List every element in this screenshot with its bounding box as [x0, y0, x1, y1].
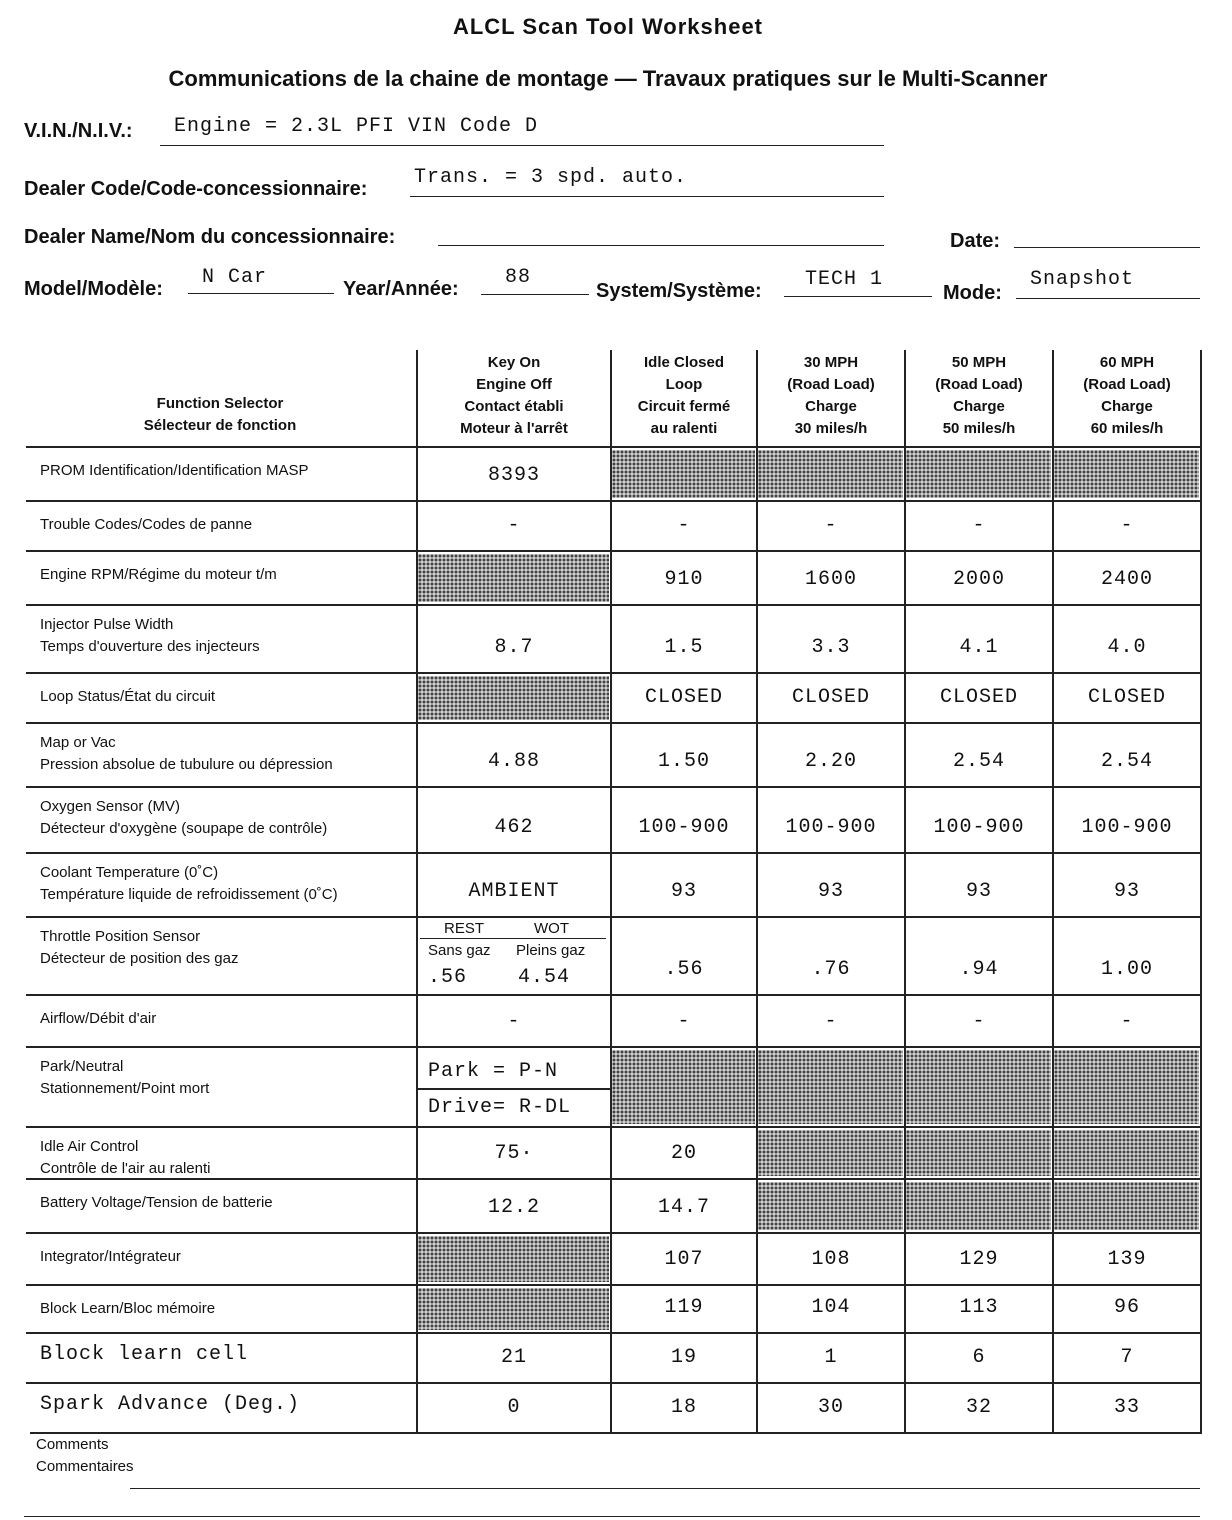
column-header-line: 60 MPH [1099, 354, 1155, 371]
row-label-line: Spark Advance (Deg.) [40, 1393, 301, 1416]
cell-value[interactable]: 100-900 [1081, 816, 1173, 839]
cell-value[interactable]: 7 [1120, 1346, 1134, 1369]
cell-value[interactable]: - [677, 1010, 691, 1033]
column-header-line: Charge [1101, 398, 1153, 415]
cell-value[interactable]: 4.88 [487, 750, 540, 773]
column-header-line: (Road Load) [787, 376, 875, 393]
cell-value[interactable]: - [507, 514, 521, 537]
column-header-line: Loop [665, 376, 703, 393]
mode-label: Mode: [943, 282, 1002, 304]
cell-value[interactable]: 33 [1113, 1396, 1140, 1419]
shaded-cell [612, 450, 755, 498]
row-label-line: Détecteur de position des gaz [40, 950, 239, 967]
shaded-cell [418, 554, 609, 602]
row-label-line: Park/Neutral [40, 1058, 124, 1075]
row-divider [26, 722, 1202, 724]
cell-value[interactable]: 8393 [487, 464, 540, 487]
cell-value[interactable]: 139 [1107, 1248, 1147, 1271]
column-header-line: (Road Load) [1083, 376, 1171, 393]
column-header-line: Key On [487, 354, 541, 371]
dealer-code-label: Dealer Code/Code-concessionnaire: [24, 178, 368, 200]
vin-value[interactable]: Engine = 2.3L PFI VIN Code D [174, 115, 539, 138]
cell-value[interactable]: - [1120, 514, 1134, 537]
cell-value[interactable]: 20 [670, 1142, 697, 1165]
model-label: Model/Modèle: [24, 278, 163, 300]
row-label [40, 1008, 412, 1030]
cell-value[interactable]: 1.00 [1100, 958, 1153, 981]
column-header-line: 50 miles/h [942, 420, 1016, 437]
shaded-cell [758, 1130, 903, 1176]
cell-value[interactable]: 108 [811, 1248, 851, 1271]
row-label [40, 614, 412, 658]
row-divider [26, 604, 1202, 606]
function-selector-header [30, 393, 410, 437]
row-label-line: Oxygen Sensor (MV) [40, 798, 181, 815]
row-label-line: Airflow/Débit d'air [40, 1010, 157, 1027]
cell-value[interactable]: 1.5 [664, 636, 704, 659]
cell-value[interactable]: 93 [817, 880, 844, 903]
park-drive-divider [418, 1088, 610, 1090]
column-header-line: Charge [805, 398, 857, 415]
row-divider [26, 1126, 1202, 1128]
row-divider [26, 446, 1202, 448]
model-value[interactable]: N Car [202, 266, 268, 289]
cell-value[interactable]: 4.1 [959, 636, 999, 659]
cell-value[interactable]: 75· [494, 1142, 534, 1165]
shaded-cell [906, 1182, 1051, 1230]
cell-value[interactable]: AMBIENT [468, 880, 560, 903]
cell-value[interactable]: 129 [959, 1248, 999, 1271]
cell-value[interactable]: 104 [811, 1296, 851, 1319]
dealer-code-value[interactable]: Trans. = 3 spd. auto. [414, 166, 688, 189]
shaded-cell [1054, 450, 1199, 498]
shaded-cell [1054, 1182, 1199, 1230]
column-header [1054, 352, 1200, 440]
row-label [40, 1056, 412, 1100]
row-divider [26, 500, 1202, 502]
row-divider [26, 1284, 1202, 1286]
row-label [40, 1192, 412, 1214]
row-label [40, 796, 412, 840]
shaded-cell [906, 1050, 1051, 1124]
column-header-line: Moteur à l'arrêt [460, 420, 568, 437]
row-label-line: Block learn cell [40, 1343, 249, 1366]
row-divider [26, 550, 1202, 552]
tps-rest-sub: Sans gaz [428, 942, 491, 959]
cell-value[interactable]: 2.54 [952, 750, 1005, 773]
row-divider [26, 1382, 1202, 1384]
tps-wot-sub: Pleins gaz [516, 942, 586, 959]
cell-value[interactable]: - [507, 1010, 521, 1033]
cell-value[interactable]: 462 [494, 816, 534, 839]
row-divider [26, 1232, 1202, 1234]
cell-value[interactable]: - [972, 514, 986, 537]
cell-value[interactable]: 6 [972, 1346, 986, 1369]
cell-value[interactable]: 2000 [952, 568, 1005, 591]
row-label [40, 1394, 412, 1416]
row-divider [26, 786, 1202, 788]
cell-value[interactable]: 2.20 [804, 750, 857, 773]
cell-value[interactable]: 93 [965, 880, 992, 903]
shaded-cell [612, 1050, 755, 1124]
park-value[interactable]: Park = P-N [428, 1060, 559, 1083]
row-label [40, 564, 412, 586]
tps-divider [420, 938, 606, 939]
shaded-cell [758, 1182, 903, 1230]
cell-value[interactable]: 12.2 [487, 1196, 540, 1219]
cell-value[interactable]: CLOSED [1087, 686, 1166, 709]
row-label-line: PROM Identification/Identification MASP [40, 462, 309, 479]
cell-value[interactable]: 100-900 [785, 816, 877, 839]
column-header-line: 50 MPH [951, 354, 1007, 371]
row-label-line: Coolant Temperature (0˚C) [40, 864, 219, 881]
column-header-line: (Road Load) [935, 376, 1023, 393]
row-label-line: Integrator/Intégrateur [40, 1248, 181, 1265]
cell-value[interactable]: 119 [664, 1296, 704, 1319]
cell-value[interactable]: - [1120, 1010, 1134, 1033]
comments-label-fr: Commentaires [36, 1458, 134, 1475]
cell-value[interactable]: 100-900 [933, 816, 1025, 839]
comments-label-en: Comments [36, 1436, 109, 1453]
cell-value[interactable]: - [824, 514, 838, 537]
cell-value[interactable]: 21 [500, 1346, 527, 1369]
mode-value[interactable]: Snapshot [1030, 268, 1135, 291]
column-header-line: Engine Off [476, 376, 552, 393]
cell-value[interactable]: 910 [664, 568, 704, 591]
cell-value[interactable]: CLOSED [644, 686, 723, 709]
function-selector-header-line: Function Selector [156, 395, 284, 412]
shaded-cell [758, 450, 903, 498]
tps-wot-label: WOT [534, 920, 569, 937]
column-header [906, 352, 1052, 440]
cell-value[interactable]: 8.7 [494, 636, 534, 659]
row-label-line: Détecteur d'oxygène (soupape de contrôle) [40, 820, 328, 837]
function-selector-header-line: Sélecteur de fonction [143, 417, 297, 434]
cell-value[interactable]: 19 [670, 1346, 697, 1369]
row-label-line: Map or Vac [40, 734, 116, 751]
row-divider [26, 994, 1202, 996]
shaded-cell [418, 1288, 609, 1330]
drive-value[interactable]: Drive= R-DL [428, 1096, 572, 1119]
tps-rest-label: REST [444, 920, 485, 937]
row-label [40, 926, 412, 970]
cell-value[interactable]: 2400 [1100, 568, 1153, 591]
shaded-cell [758, 1050, 903, 1124]
column-header [612, 352, 756, 440]
tps-wot-value[interactable]: 4.54 [518, 966, 571, 989]
date-label: Date: [950, 230, 1001, 252]
row-label [40, 686, 412, 708]
row-label-line: Pression absolue de tubulure ou dépression [40, 756, 333, 773]
cell-value[interactable]: 4.0 [1107, 636, 1147, 659]
row-label [40, 1246, 412, 1268]
row-label-line: Idle Air Control [40, 1138, 139, 1155]
column-header-line: Circuit fermé [637, 398, 731, 415]
system-label: System/Système: [596, 280, 762, 302]
column-header-line: Contact établi [464, 398, 564, 415]
cell-value[interactable]: 0 [507, 1396, 521, 1419]
column-header [758, 352, 904, 440]
column-header-line: 60 miles/h [1090, 420, 1164, 437]
tps-rest-value[interactable]: .56 [428, 966, 468, 989]
cell-value[interactable]: 1.50 [657, 750, 710, 773]
row-divider [26, 852, 1202, 854]
cell-value[interactable]: 1600 [804, 568, 857, 591]
row-label-line: Engine RPM/Régime du moteur t/m [40, 566, 277, 583]
row-label [40, 460, 412, 482]
cell-value[interactable]: .56 [664, 958, 704, 981]
row-label [40, 862, 412, 906]
cell-value[interactable]: 96 [1113, 1296, 1140, 1319]
row-label-line: Throttle Position Sensor [40, 928, 201, 945]
row-label [40, 732, 412, 776]
comments-line-1[interactable] [130, 1488, 1200, 1489]
cell-value[interactable]: - [677, 514, 691, 537]
year-label: Year/Année: [343, 278, 459, 300]
cell-value[interactable]: 2.54 [1100, 750, 1153, 773]
cell-value[interactable]: CLOSED [791, 686, 870, 709]
column-header-line: Idle Closed [643, 354, 725, 371]
cell-value[interactable]: 100-900 [638, 816, 730, 839]
row-label [40, 1344, 412, 1366]
row-divider [26, 1046, 1202, 1048]
row-divider [26, 916, 1202, 918]
cell-value[interactable]: - [972, 1010, 986, 1033]
vin-label: V.I.N./N.I.V.: [24, 120, 133, 142]
row-label-line: Battery Voltage/Tension de batterie [40, 1194, 273, 1211]
year-value[interactable]: 88 [505, 266, 532, 289]
column-header [418, 352, 610, 440]
column-header-line: Charge [953, 398, 1005, 415]
row-divider [26, 1332, 1202, 1334]
row-divider [30, 1432, 1202, 1434]
cell-value[interactable]: .76 [811, 958, 851, 981]
cell-value[interactable]: 107 [664, 1248, 704, 1271]
cell-value[interactable]: 113 [959, 1296, 999, 1319]
shaded-cell [1054, 1050, 1199, 1124]
cell-value[interactable]: - [824, 1010, 838, 1033]
row-label-line: Block Learn/Bloc mémoire [40, 1300, 216, 1317]
shaded-cell [418, 676, 609, 720]
shaded-cell [906, 1130, 1051, 1176]
shaded-cell [418, 1236, 609, 1282]
cell-value[interactable]: 93 [670, 880, 697, 903]
cell-value[interactable]: .94 [959, 958, 999, 981]
cell-value[interactable]: CLOSED [939, 686, 1018, 709]
worksheet-subtitle: Communications de la chaine de montage — Travaux pratiques sur le Multi-Scanner [168, 66, 1048, 91]
column-divider [1200, 350, 1202, 1432]
system-value[interactable]: TECH 1 [805, 268, 884, 291]
row-label [40, 1298, 412, 1320]
row-label [40, 514, 412, 536]
row-label-line: Contrôle de l'air au ralenti [40, 1160, 211, 1177]
column-header-line: 30 MPH [803, 354, 859, 371]
row-label-line: Temps d'ouverture des injecteurs [40, 638, 260, 655]
cell-value[interactable]: 18 [670, 1396, 697, 1419]
shaded-cell [1054, 1130, 1199, 1176]
shaded-cell [906, 450, 1051, 498]
cell-value[interactable]: 1 [824, 1346, 838, 1369]
column-header-line: au ralenti [650, 420, 718, 437]
row-label-line: Injector Pulse Width [40, 616, 174, 633]
row-divider [26, 672, 1202, 674]
row-label-line: Stationnement/Point mort [40, 1080, 210, 1097]
cell-value[interactable]: 3.3 [811, 636, 851, 659]
row-label-line: Loop Status/État du circuit [40, 688, 216, 705]
row-label [40, 1136, 412, 1180]
cell-value[interactable]: 93 [1113, 880, 1140, 903]
cell-value[interactable]: 30 [817, 1396, 844, 1419]
row-label-line: Température liquide de refroidissement (0˚C) [40, 886, 338, 903]
comments-line-2[interactable] [24, 1516, 1200, 1517]
cell-value[interactable]: 14.7 [657, 1196, 710, 1219]
row-label-line: Trouble Codes/Codes de panne [40, 516, 253, 533]
cell-value[interactable]: 32 [965, 1396, 992, 1419]
dealer-name-label: Dealer Name/Nom du concessionnaire: [24, 226, 396, 248]
worksheet-title: ALCL Scan Tool Worksheet [452, 14, 764, 39]
column-header-line: 30 miles/h [794, 420, 868, 437]
